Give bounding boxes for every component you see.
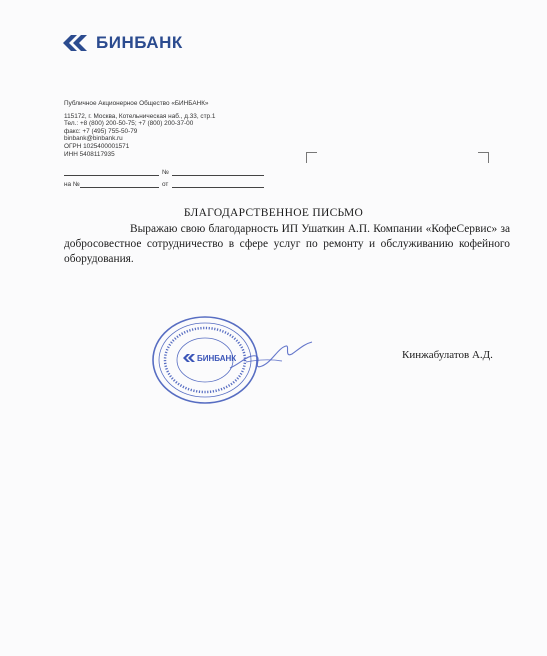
sender-company: Публичное Акционерное Общество «БИНБАНК» xyxy=(64,100,209,107)
seal-bank-name: БИНБАНК xyxy=(197,354,237,363)
handwritten-signature xyxy=(226,338,316,378)
incoming-number-label: на № xyxy=(64,181,80,188)
incoming-date-label: от xyxy=(162,181,169,188)
sender-fax: факс: +7 (495) 755-50-79 xyxy=(64,127,138,135)
sender-ogrn: ОГРН 1025400001571 xyxy=(64,142,130,150)
letter-body: Выражаю свою благодарность ИП Ушаткин А.П. Компании «КофеСервис» за добросовестное сотрудничество в сфере услуг по ремонту и обслуживанию кофейного оборудования. xyxy=(64,223,510,265)
incoming-number-line xyxy=(80,187,159,188)
sender-details xyxy=(64,100,215,158)
address-corner-right xyxy=(478,152,489,163)
incoming-date-line xyxy=(172,187,264,188)
sender-phone: Тел.: +8 (800) 200-50-75; +7 (800) 200-37-00 xyxy=(64,120,194,128)
letter-title: БЛАГОДАРСТВЕННОЕ ПИСЬМО xyxy=(183,207,364,219)
binbank-logo-icon xyxy=(62,34,92,52)
sender-email: binbank@binbank.ru xyxy=(64,135,123,143)
address-corner-left xyxy=(306,152,317,163)
outgoing-number-line xyxy=(172,175,264,176)
outgoing-number-label: № xyxy=(162,169,169,176)
outgoing-date-line xyxy=(64,175,159,176)
sender-address: 115172, г. Москва, Котельническая наб., д.33, стр.1 xyxy=(64,112,216,120)
bank-name: БИНБАНК xyxy=(96,33,183,52)
bank-logo xyxy=(62,33,183,53)
signer-name: Кинжабулатов А.Д. xyxy=(402,349,493,361)
sender-inn: ИНН 5408117935 xyxy=(64,150,115,158)
